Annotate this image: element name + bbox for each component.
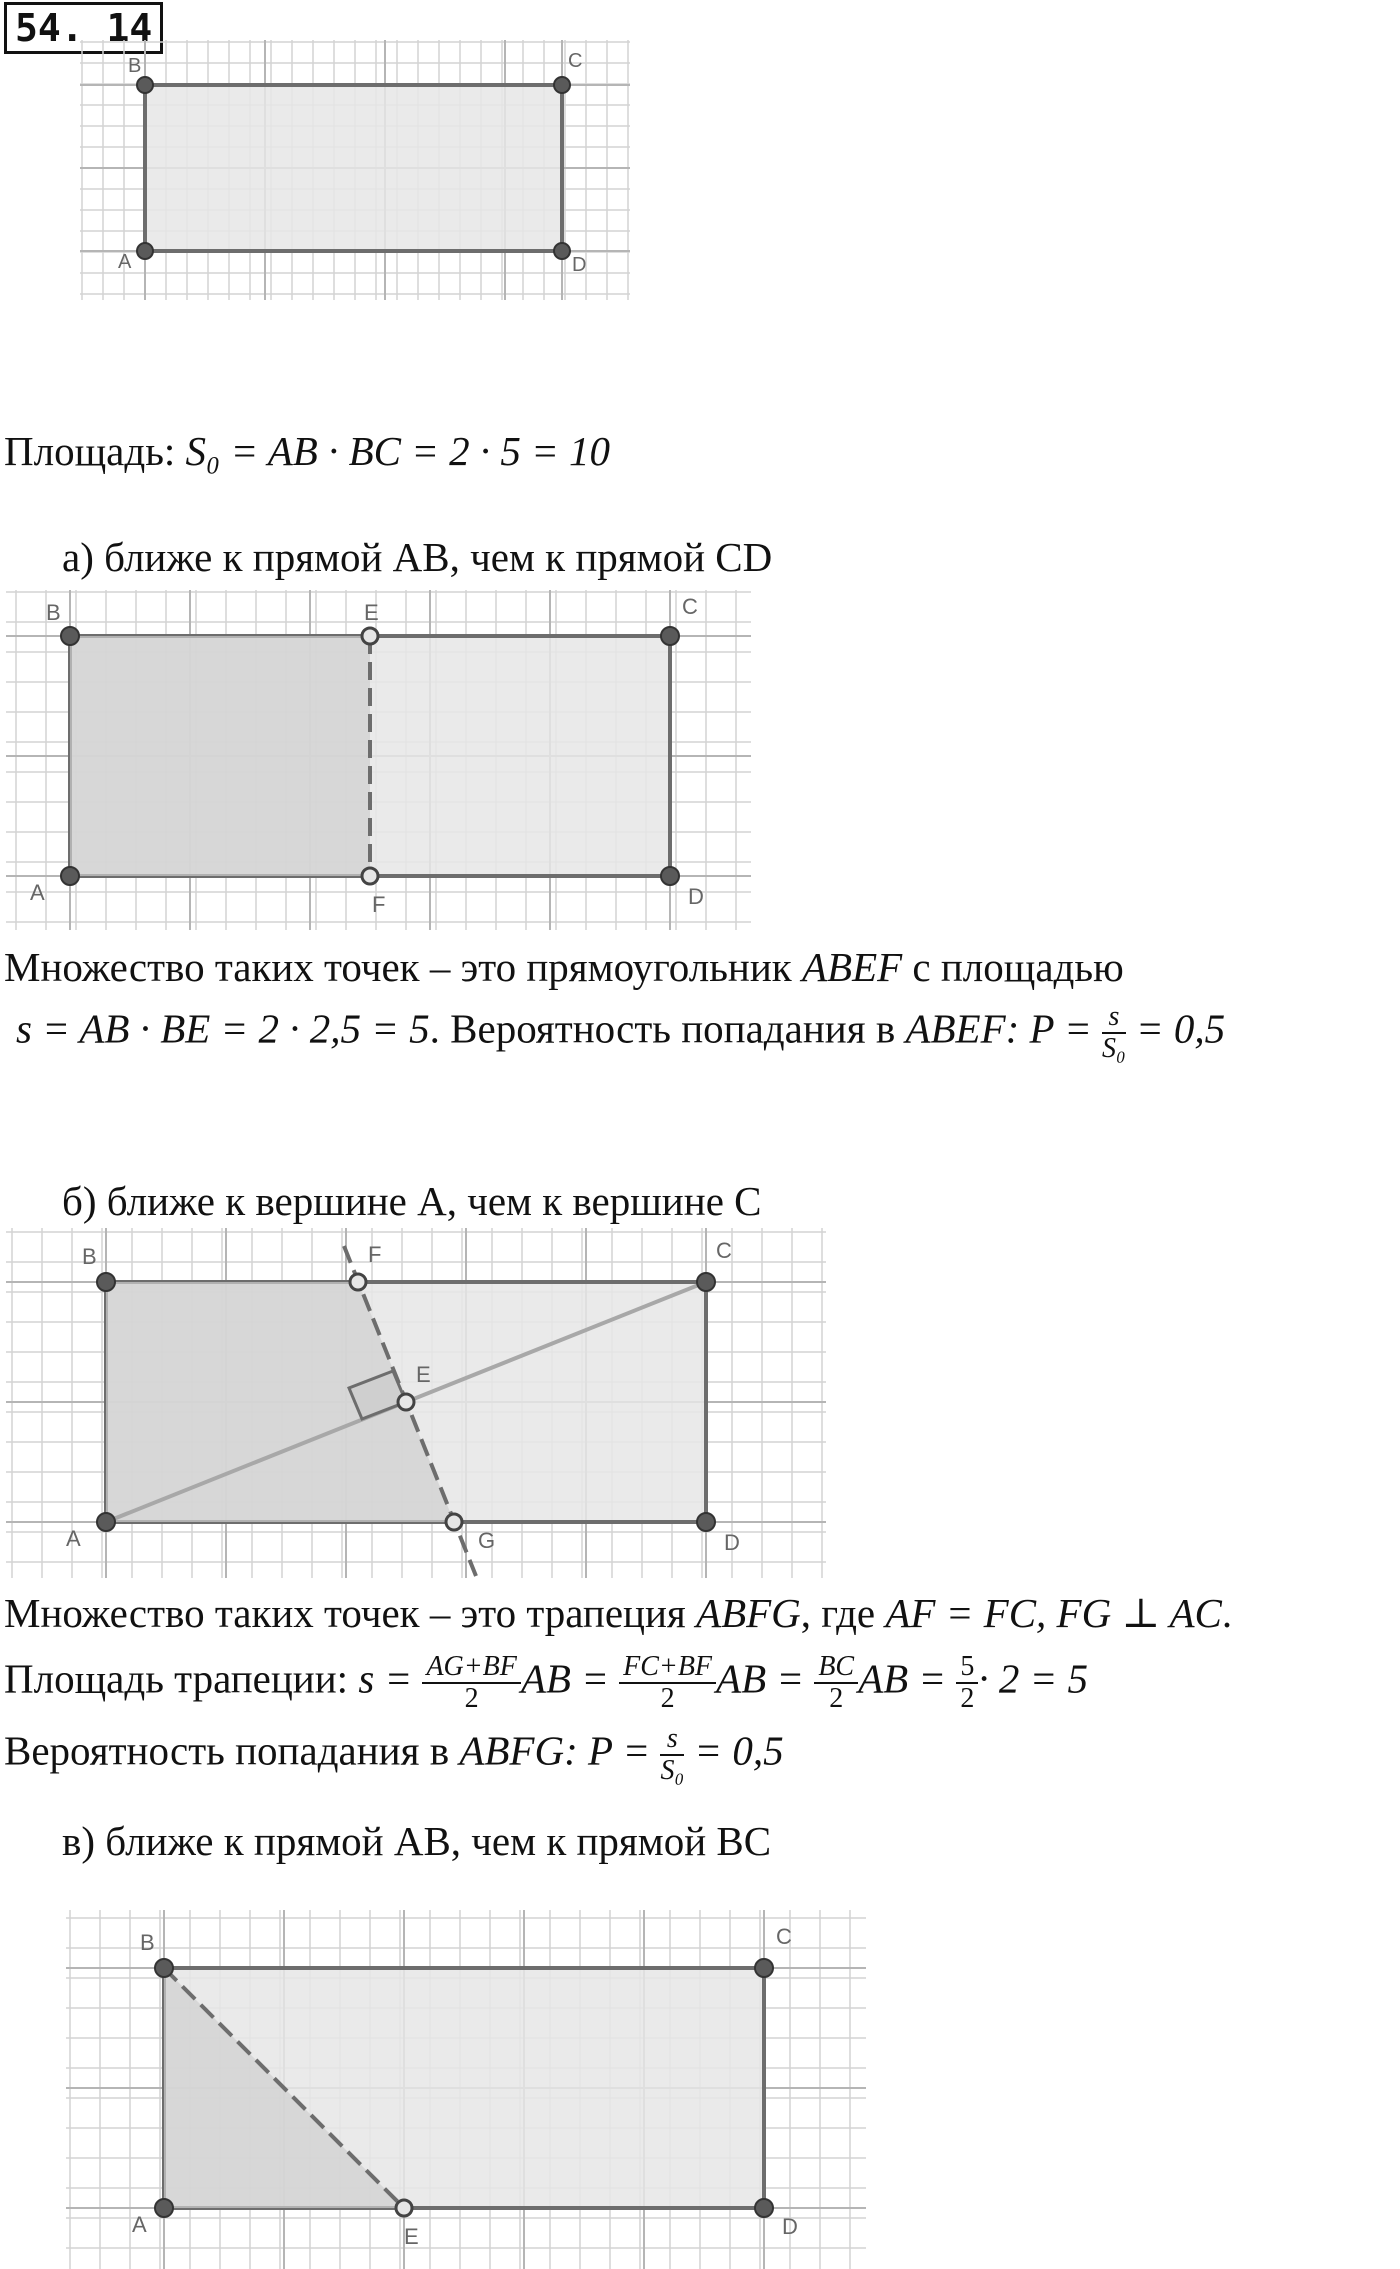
label-a: A bbox=[132, 2212, 147, 2237]
part-b-frac-3-den: 2 bbox=[829, 1683, 844, 1714]
point-c bbox=[755, 1959, 773, 1977]
point-a bbox=[137, 243, 153, 259]
part-b-heading: б) ближе к вершине A, чем к вершине C bbox=[62, 1178, 762, 1224]
point-c bbox=[697, 1273, 715, 1291]
point-b bbox=[61, 627, 79, 645]
area-line bbox=[4, 426, 610, 476]
point-a bbox=[61, 867, 79, 885]
part-a-area-formula: s = AB · BE = 2 · 2,5 = 5 bbox=[16, 1005, 430, 1052]
rectangle-abcd bbox=[145, 85, 562, 251]
part-b-frac-1-num: AG+BF bbox=[422, 1652, 520, 1684]
part-b-area-prefix: Площадь трапеции: bbox=[4, 1655, 359, 1702]
label-d: D bbox=[782, 2214, 798, 2239]
part-b-condition: AF = FC, FG ⊥ AC bbox=[885, 1590, 1222, 1636]
figure-base-rectangle bbox=[80, 40, 630, 300]
part-b-figure-name: ABFG bbox=[696, 1590, 801, 1636]
area-formula: S₀ = AB · BC = 2 · 5 = 10 bbox=[185, 428, 611, 474]
part-b-s: s = bbox=[358, 1655, 423, 1702]
point-g bbox=[446, 1514, 462, 1530]
part-b-ab-2: AB = bbox=[716, 1655, 815, 1702]
label-d: D bbox=[688, 884, 704, 909]
part-b-result: = 0,5 bbox=[684, 1727, 784, 1774]
point-b bbox=[137, 77, 153, 93]
part-a-frac-den: S₀ bbox=[1102, 1033, 1126, 1064]
part-a-heading: а) ближе к прямой AB, чем к прямой CD bbox=[62, 534, 773, 580]
label-b: B bbox=[140, 1930, 155, 1955]
part-a-fraction bbox=[1102, 1002, 1126, 1064]
part-b-ab-1: AB = bbox=[520, 1655, 620, 1702]
point-a bbox=[155, 2199, 173, 2217]
point-e bbox=[396, 2200, 412, 2216]
label-a: A bbox=[30, 880, 45, 905]
label-e: E bbox=[364, 600, 379, 625]
point-a bbox=[97, 1513, 115, 1531]
region-abef bbox=[70, 636, 370, 876]
label-f: F bbox=[372, 892, 386, 917]
part-b-frac-3-num: BC bbox=[814, 1652, 858, 1684]
part-b-frac-2-den: 2 bbox=[660, 1683, 675, 1714]
label-d: D bbox=[724, 1530, 740, 1555]
part-a-frac-num: s bbox=[1102, 1002, 1126, 1034]
part-b-frac-4 bbox=[956, 1652, 978, 1714]
part-b-frac-1-den: 2 bbox=[464, 1683, 479, 1714]
point-f bbox=[350, 1274, 366, 1290]
part-b-line3 bbox=[4, 1724, 784, 1786]
part-c-heading: в) ближе к прямой AB, чем к прямой BC bbox=[62, 1818, 772, 1864]
part-b-line3-text: Вероятность попадания в bbox=[4, 1727, 460, 1774]
label-e: E bbox=[416, 1362, 431, 1387]
part-b-probability-label: : P = bbox=[564, 1727, 661, 1774]
part-a-figure-name-2: ABEF bbox=[905, 1005, 1006, 1052]
point-b bbox=[97, 1273, 115, 1291]
part-b-figure-name-2: ABFG bbox=[459, 1727, 565, 1774]
point-c bbox=[661, 627, 679, 645]
part-b-line1-end: . bbox=[1221, 1590, 1233, 1636]
figure-part-a bbox=[6, 590, 751, 930]
part-b-frac-2 bbox=[619, 1652, 716, 1714]
label-a: A bbox=[118, 251, 132, 273]
part-a-line1-text: Множество таких точек – это прямоугольник bbox=[4, 944, 802, 990]
part-b-frac-3 bbox=[814, 1652, 858, 1714]
point-d bbox=[554, 243, 570, 259]
part-a-figure-name: ABEF bbox=[801, 944, 903, 990]
label-f: F bbox=[368, 1242, 382, 1267]
label-a: A bbox=[66, 1526, 81, 1551]
label-c: C bbox=[716, 1238, 732, 1263]
part-a-line1 bbox=[4, 942, 1124, 992]
label-b: B bbox=[46, 600, 61, 625]
part-a-probability-label: : P = bbox=[1005, 1005, 1103, 1052]
label-g: G bbox=[478, 1528, 496, 1553]
area-prefix: Площадь: bbox=[4, 428, 186, 474]
point-d bbox=[755, 2199, 773, 2217]
part-b-ab-3: AB = bbox=[858, 1655, 957, 1702]
part-b-frac-4-den: 2 bbox=[960, 1683, 975, 1714]
label-e: E bbox=[404, 2224, 419, 2249]
part-b-line1 bbox=[4, 1588, 1232, 1638]
label-c: C bbox=[776, 1924, 792, 1949]
part-b-frac-4-num: 5 bbox=[956, 1652, 978, 1684]
part-b-frac-num: s bbox=[660, 1724, 684, 1756]
point-e bbox=[398, 1394, 414, 1410]
part-b-frac-1 bbox=[422, 1652, 520, 1714]
label-b: B bbox=[82, 1244, 97, 1269]
point-b bbox=[155, 1959, 173, 1977]
problem-number: 54. 14 bbox=[4, 2, 163, 54]
part-a-line1-tail: с площадью bbox=[902, 944, 1124, 990]
part-b-line1-mid: , где bbox=[800, 1590, 886, 1636]
part-b-frac-2-num: FC+BF bbox=[619, 1652, 716, 1684]
part-b-line2 bbox=[4, 1652, 1088, 1714]
part-b-line1-text: Множество таких точек – это трапеция bbox=[4, 1590, 697, 1636]
label-c: C bbox=[568, 50, 583, 72]
part-b-frac-den: S₀ bbox=[660, 1755, 685, 1786]
part-a-result: = 0,5 bbox=[1125, 1005, 1226, 1052]
label-b: B bbox=[128, 55, 142, 77]
label-c: C bbox=[682, 594, 698, 619]
point-d bbox=[661, 867, 679, 885]
part-b-tail: · 2 = 5 bbox=[978, 1655, 1089, 1702]
point-d bbox=[697, 1513, 715, 1531]
part-a-line2 bbox=[16, 1002, 1225, 1064]
figure-part-b bbox=[6, 1228, 826, 1578]
point-e bbox=[362, 628, 378, 644]
label-d: D bbox=[572, 254, 587, 276]
part-b-fraction bbox=[660, 1724, 684, 1786]
point-f bbox=[362, 868, 378, 884]
part-a-line2-text: . Вероятность попадания в bbox=[429, 1005, 906, 1052]
figure-part-c bbox=[66, 1910, 866, 2269]
point-c bbox=[554, 77, 570, 93]
